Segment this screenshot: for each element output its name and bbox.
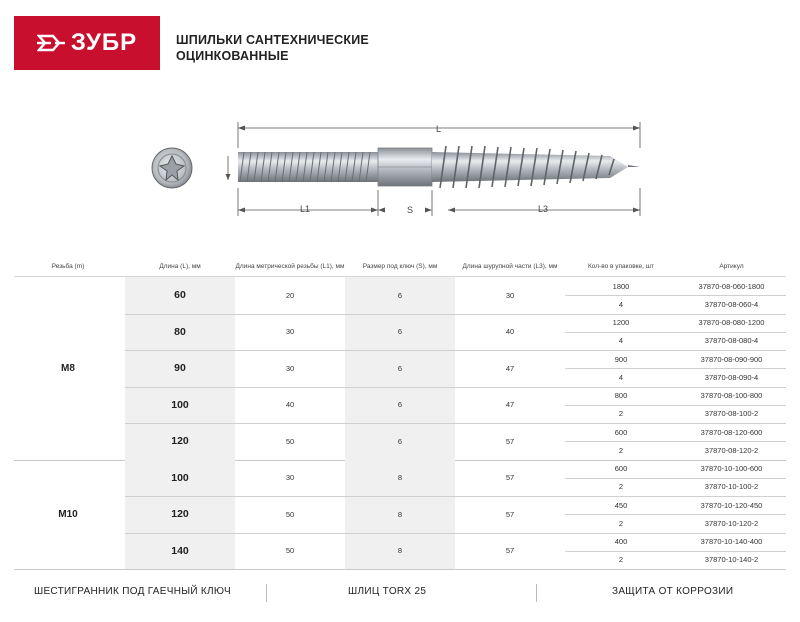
cell-pack-qty: 600 (614, 427, 628, 437)
cell-length: 120 (171, 435, 189, 448)
cell-pack-qty: 4 (618, 299, 624, 309)
header-metric-length: Длина метрической резьбы (L1), мм (235, 263, 345, 270)
cell-metric-length: 50 (285, 546, 295, 556)
cell-pack-qty: 2 (618, 482, 624, 492)
cell-metric-length: 30 (285, 473, 295, 483)
cell-metric-length: 40 (285, 400, 295, 410)
cell-screw-length: 57 (505, 473, 515, 483)
brand-emblem-icon (37, 30, 65, 56)
header-pack-qty: Кол-во в упаковке, шт (588, 263, 654, 270)
subrow-divider (565, 405, 786, 406)
feature-torx: ШЛИЦ TORX 25 (348, 586, 427, 597)
cell-length: 120 (171, 508, 189, 521)
features-bar (14, 578, 786, 608)
spec-table (14, 260, 786, 569)
cell-key-size: 6 (397, 400, 403, 410)
cell-metric-length: 50 (285, 509, 295, 519)
cell-pack-qty: 2 (618, 518, 624, 528)
cell-pack-qty: 4 (618, 372, 624, 382)
cell-metric-length: 30 (285, 363, 295, 373)
brand-logo (14, 16, 160, 70)
cell-article: 37870-10-120-2 (704, 518, 759, 528)
cell-article: 37870-10-120-450 (700, 500, 763, 510)
cell-article: 37870-08-120-600 (700, 427, 763, 437)
page-title (176, 32, 369, 64)
end-view-icon (152, 148, 192, 188)
cell-article: 37870-10-100-600 (700, 464, 763, 474)
cell-key-size: 8 (397, 473, 403, 483)
cell-length: 60 (174, 289, 186, 302)
cell-screw-length: 47 (505, 363, 515, 373)
cell-key-size: 6 (397, 327, 403, 337)
cell-pack-qty: 2 (618, 445, 624, 455)
cell-pack-qty: 800 (614, 391, 628, 401)
cell-screw-length: 30 (505, 290, 515, 300)
header-key-size: Размер под ключ (S), мм (362, 263, 438, 270)
dim-label-l1: L1 (300, 204, 311, 214)
cell-key-size: 6 (397, 363, 403, 373)
cell-pack-qty: 600 (614, 464, 628, 474)
cell-screw-length: 57 (505, 509, 515, 519)
feature-hex: ШЕСТИГРАННИК ПОД ГАЕЧНЫЙ КЛЮЧ (34, 586, 231, 597)
table-header (14, 260, 786, 276)
cell-article: 37870-08-090-4 (704, 372, 759, 382)
stud-drawing (150, 118, 660, 226)
cell-article: 37870-08-060-4 (704, 299, 759, 309)
cell-pack-qty: 4 (618, 336, 624, 346)
cell-article: 37870-08-100-800 (700, 391, 763, 401)
dim-label-l: L (436, 124, 442, 134)
feature-divider (266, 584, 267, 602)
cell-article: 37870-08-090-900 (700, 354, 763, 364)
cell-article: 37870-08-060-1800 (698, 281, 765, 291)
cell-article: 37870-08-080-1200 (698, 318, 765, 328)
subrow-divider (565, 332, 786, 333)
cell-pack-qty: 2 (618, 409, 624, 419)
cell-screw-length: 57 (505, 436, 515, 446)
title-line-2: ОЦИНКОВАННЫЕ (176, 49, 289, 63)
dim-label-l3: L3 (538, 204, 549, 214)
cell-metric-length: 30 (285, 327, 295, 337)
cell-article: 37870-10-100-2 (704, 482, 759, 492)
cell-article: 37870-08-120-2 (704, 445, 759, 455)
cell-article: 37870-10-140-400 (700, 537, 763, 547)
subrow-divider (565, 295, 786, 296)
cell-pack-qty: 2 (618, 555, 624, 565)
cell-article: 37870-08-080-4 (704, 336, 759, 346)
cell-screw-length: 40 (505, 327, 515, 337)
subrow-divider (565, 551, 786, 552)
cell-key-size: 6 (397, 290, 403, 300)
cell-length: 140 (171, 544, 189, 557)
header-screw-length: Длина шурупной части (L3), мм (462, 263, 558, 270)
subrow-divider (565, 514, 786, 515)
cell-thread: M10 (58, 508, 78, 520)
cell-key-size: 8 (397, 546, 403, 556)
cell-article: 37870-10-140-2 (704, 555, 759, 565)
table-body (14, 276, 786, 569)
feature-corrosion: ЗАЩИТА ОТ КОРРОЗИИ (612, 586, 734, 597)
cell-pack-qty: 1800 (612, 281, 630, 291)
cell-pack-qty: 900 (614, 354, 628, 364)
cell-metric-length: 50 (285, 436, 295, 446)
header-thread: Резьба (m) (51, 263, 85, 270)
cell-pack-qty: 450 (614, 500, 628, 510)
cell-key-size: 8 (397, 509, 403, 519)
subrow-divider (565, 368, 786, 369)
dim-label-s: S (407, 205, 414, 215)
cell-length: 100 (171, 471, 189, 484)
cell-length: 100 (171, 398, 189, 411)
cell-screw-length: 47 (505, 400, 515, 410)
subrow-divider (565, 478, 786, 479)
header-length: Длина (L), мм (159, 263, 201, 270)
brand-name: ЗУБР (70, 29, 138, 56)
cell-length: 80 (174, 325, 186, 338)
cell-pack-qty: 400 (614, 537, 628, 547)
cell-article: 37870-08-100-2 (704, 409, 759, 419)
cell-key-size: 6 (397, 436, 403, 446)
table-bottom-line (14, 569, 786, 570)
cell-screw-length: 57 (505, 546, 515, 556)
cell-pack-qty: 1200 (612, 318, 630, 328)
cell-metric-length: 20 (285, 290, 295, 300)
subrow-divider (565, 441, 786, 442)
feature-divider (536, 584, 537, 602)
stud-bolt-illustration (150, 118, 660, 226)
title-line-1: ШПИЛЬКИ САНТЕХНИЧЕСКИЕ (176, 33, 369, 47)
cell-thread: M8 (61, 362, 75, 374)
cell-length: 90 (174, 362, 186, 375)
header-article: Артикул (719, 263, 744, 270)
